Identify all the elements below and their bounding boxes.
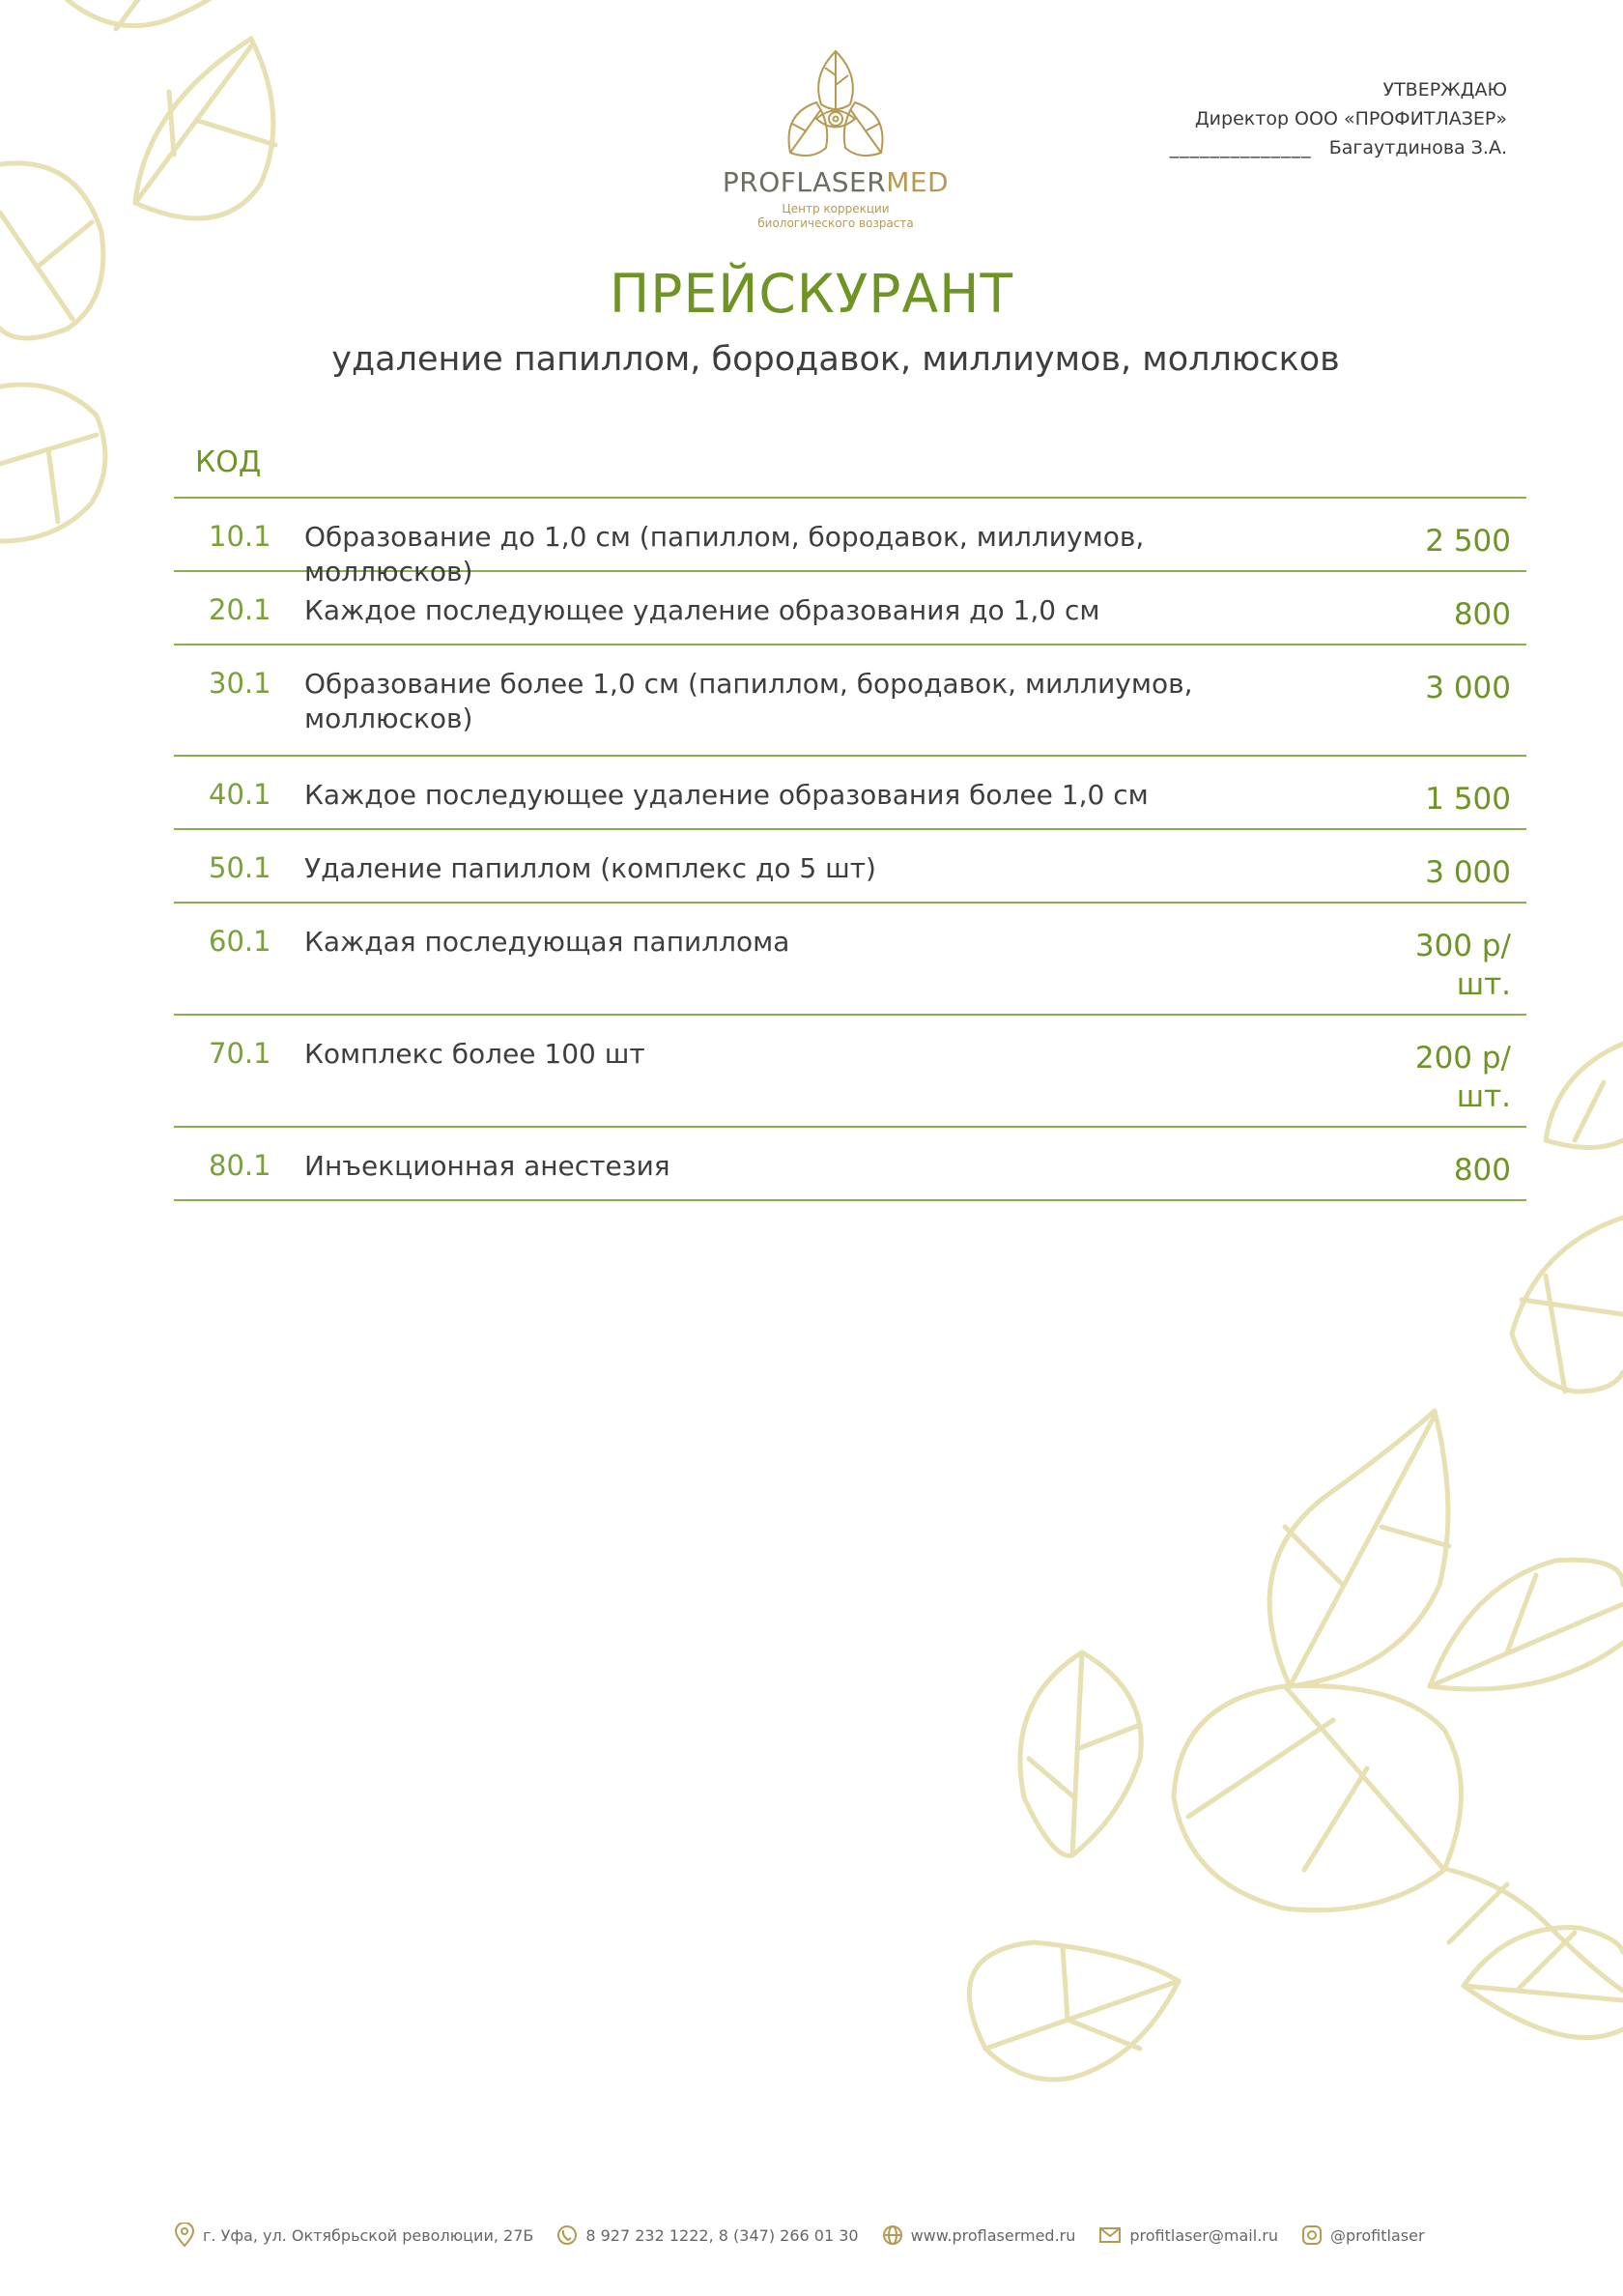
footer-address [174, 2223, 533, 2248]
table-row [174, 499, 1526, 588]
table-row [174, 830, 1526, 904]
service-name: Каждая последующая папиллома [304, 926, 790, 958]
table-row [174, 904, 1526, 1016]
company-logo [715, 46, 956, 231]
price-table [174, 443, 1526, 1201]
service-code: 50.1 [209, 851, 271, 884]
service-code: 80.1 [209, 1149, 271, 1182]
footer-instagram[interactable] [1301, 2224, 1425, 2246]
service-price: 300 р/шт. [1414, 929, 1511, 1002]
approval-block [1170, 75, 1507, 162]
location-pin-icon [174, 2223, 195, 2248]
table-row [174, 572, 1526, 646]
footer-phones[interactable] [556, 2224, 858, 2246]
service-name: Каждое последующее удаление образования более 1,0 см [304, 779, 1149, 811]
phone-icon [556, 2224, 578, 2246]
globe-icon [882, 2224, 903, 2246]
leaf-decoration [1269, 1411, 1449, 1686]
leaf-decoration [1430, 1560, 1623, 1689]
service-price: 3 000 [1425, 855, 1511, 890]
service-name: Комплекс более 100 шт [304, 1038, 645, 1070]
code-column-header: КОД [174, 443, 1526, 499]
leaf-decoration [135, 39, 275, 218]
leaf-decoration [1449, 1870, 1623, 1991]
leaf-decoration [1512, 1218, 1623, 1392]
table-row [174, 1128, 1526, 1201]
website-text: www.proflasermed.ru [910, 2225, 1076, 2245]
service-code: 20.1 [209, 593, 271, 626]
approval-position: Директор ООО «ПРОФИТЛАЗЕР» [1194, 108, 1507, 129]
approval-title: УТВЕРЖДАЮ [1382, 79, 1507, 100]
service-name: Образование до 1,0 см (папиллом, бородавок, миллиумов, моллюсков) [304, 521, 1145, 588]
service-price: 1 500 [1425, 782, 1511, 817]
page-title: ПРЕЙСКУРАНТ [609, 263, 1014, 325]
table-row [174, 1016, 1526, 1128]
service-name: Каждое последующее удаление образования до 1,0 см [304, 594, 1100, 626]
envelope-icon [1098, 2226, 1122, 2244]
service-code: 70.1 [209, 1037, 271, 1070]
table-row [174, 646, 1526, 757]
signature-line: ______________ [1169, 137, 1312, 158]
service-price: 2 500 [1425, 524, 1511, 559]
instagram-icon [1301, 2224, 1323, 2246]
table-row [174, 757, 1526, 830]
footer-email[interactable] [1098, 2226, 1278, 2245]
service-name: Инъекционная анестезия [304, 1150, 670, 1182]
page-subtitle: удаление папиллом, бородавок, миллиумов, моллюсков [331, 340, 1340, 379]
leaf-decoration [1174, 1686, 1462, 1910]
leaf-decoration [1020, 1652, 1141, 1855]
email-text: profitlaser@mail.ru [1129, 2225, 1278, 2245]
instagram-text: @profitlaser [1330, 2225, 1425, 2245]
address-text: г. Уфа, ул. Октябрьской революции, 27Б [203, 2225, 534, 2245]
service-price: 200 р/шт. [1414, 1041, 1511, 1114]
leaf-decoration [0, 385, 105, 541]
leaf-decoration [969, 1942, 1179, 2080]
leaf-decoration [68, 0, 222, 29]
service-code: 30.1 [209, 667, 271, 700]
service-price: 800 [1453, 1153, 1511, 1188]
service-code: 10.1 [209, 520, 271, 553]
approval-signature [1170, 133, 1507, 162]
logo-emblem-icon [773, 46, 898, 162]
service-price: 3 000 [1425, 671, 1511, 705]
brand-name: PROFLASERMED [722, 166, 950, 198]
leaf-decoration [1464, 1928, 1623, 2038]
signer-name: Багаутдинова З.А. [1328, 137, 1507, 158]
service-price: 800 [1453, 597, 1511, 632]
footer-contacts [174, 2223, 1448, 2248]
leaf-decoration [1546, 1044, 1623, 1148]
service-name: Удаление папиллом (комплекс до 5 шт) [304, 852, 876, 884]
service-code: 40.1 [209, 778, 271, 811]
brand-tagline: Центр коррекции биологического возраста [757, 202, 914, 230]
service-name: Образование более 1,0 см (папиллом, бородавок, миллиумов, моллюсков) [304, 668, 1193, 734]
service-code: 60.1 [209, 925, 271, 958]
phones-text: 8 927 232 1222, 8 (347) 266 01 30 [585, 2225, 859, 2245]
footer-website[interactable] [882, 2224, 1076, 2246]
